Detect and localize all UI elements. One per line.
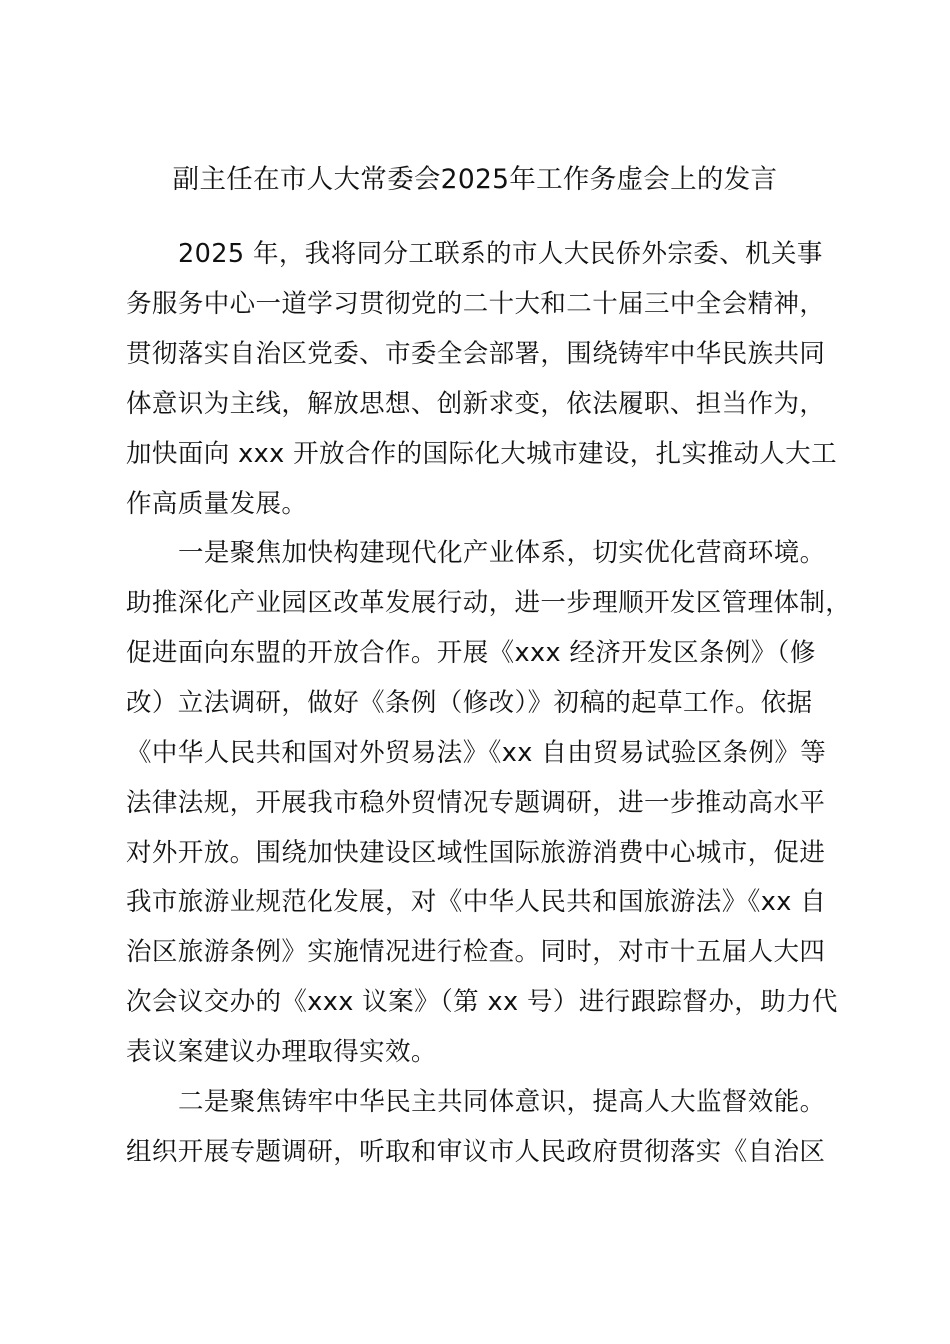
- paragraph-line: 改）立法调研，做好《条例（修改）》初稿的起草工作。依据: [126, 688, 813, 718]
- paragraph-line: 加快面向 xxx 开放合作的国际化大城市建设，扎实推动人大工: [126, 439, 837, 469]
- paragraph-line: 次会议交办的《xxx 议案》（第 xx 号）进行跟踪督办，助力代: [126, 987, 838, 1017]
- paragraph-line: 2025 年，我将同分工联系的市人大民侨外宗委、机关事: [178, 239, 823, 269]
- paragraph-line: 一是聚焦加快构建现代化产业体系，切实优化营商环境。: [178, 538, 826, 568]
- paragraph-line: 法律法规，开展我市稳外贸情况专题调研，进一步推动高水平: [126, 788, 826, 818]
- paragraph-line: 体意识为主线，解放思想、创新求变，依法履职、担当作为，: [126, 389, 826, 419]
- paragraph-line: 《中华人民共和国对外贸易法》《xx 自由贸易试验区条例》等: [126, 738, 827, 768]
- paragraph-line: 治区旅游条例》实施情况进行检查。同时，对市十五届人大四: [126, 937, 826, 967]
- paragraph-line: 对外开放。围绕加快建设区域性国际旅游消费中心城市，促进: [126, 838, 826, 868]
- paragraph-line: 二是聚焦铸牢中华民主共同体意识，提高人大监督效能。: [178, 1087, 826, 1117]
- paragraph-line: 贯彻落实自治区党委、市委全会部署，围绕铸牢中华民族共同: [126, 339, 826, 369]
- paragraph-line: 助推深化产业园区改革发展行动，进一步理顺开发区管理体制，: [126, 588, 852, 618]
- paragraph-line: 务服务中心一道学习贯彻党的二十大和二十届三中全会精神，: [126, 289, 826, 319]
- paragraph-line: 我市旅游业规范化发展，对《中华人民共和国旅游法》《xx 自: [126, 887, 827, 917]
- paragraph-line: 作高质量发展。: [126, 489, 308, 519]
- document-title: 副主任在市人大常委会2025年工作务虚会上的发言: [172, 164, 778, 195]
- paragraph-line: 组织开展专题调研，听取和审议市人民政府贯彻落实《自治区: [126, 1137, 826, 1167]
- paragraph-line: 促进面向东盟的开放合作。开展《xxx 经济开发区条例》（修: [126, 638, 816, 668]
- paragraph-line: 表议案建议办理取得实效。: [126, 1037, 437, 1067]
